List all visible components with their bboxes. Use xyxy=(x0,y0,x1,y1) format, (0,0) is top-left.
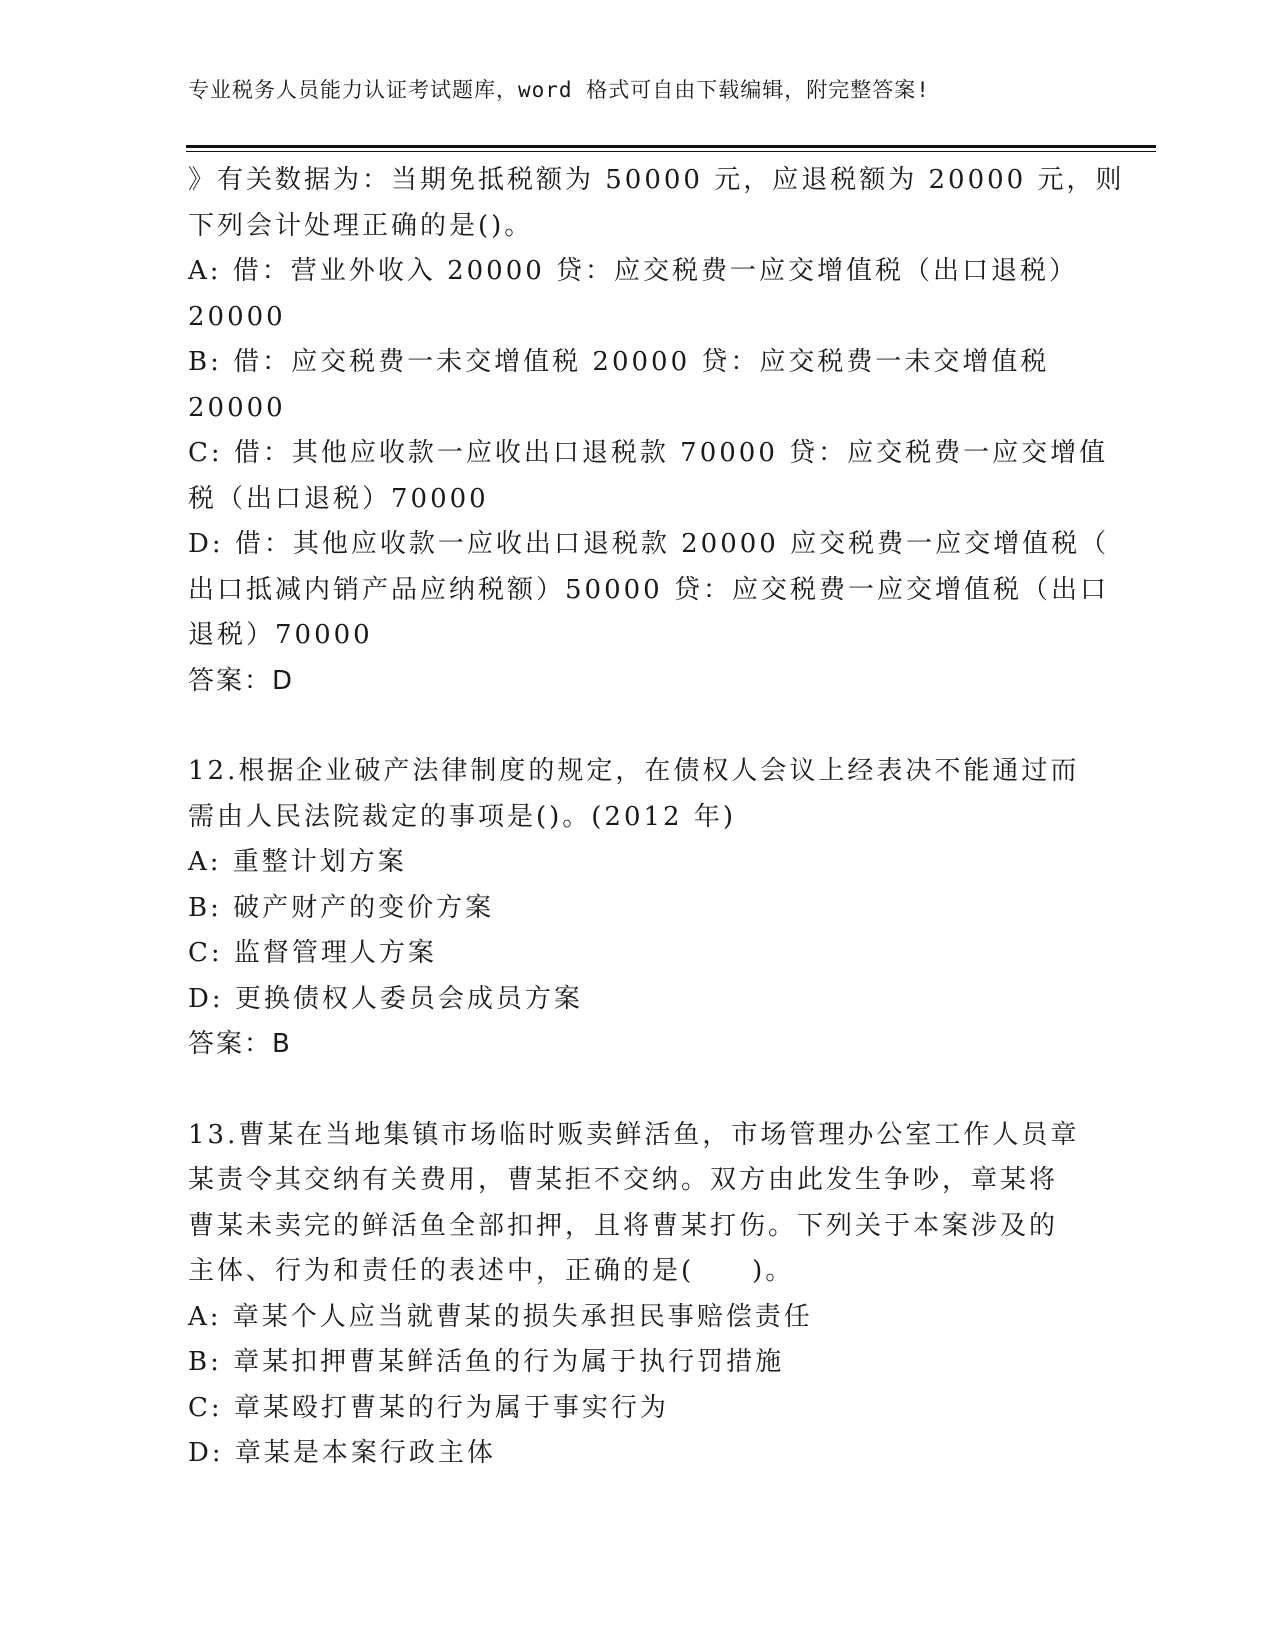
answer-label: 答案：B xyxy=(188,1029,292,1059)
question-stem-line: 某责令其交纳有关费用，曹某拒不交纳。双方由此发生争吵，章某将 xyxy=(188,1165,1059,1195)
question-stem-line: 下列会计处理正确的是()。 xyxy=(188,210,534,241)
option-c: C: 监督管理人方案 xyxy=(188,938,437,968)
question-stem-line: 需由人民法院裁定的事项是()。(2012 年) xyxy=(188,801,737,832)
option-d-line: 出口抵减内销产品应纳税额）50000 贷：应交税费一应交增值税（出口 xyxy=(188,574,1109,605)
spacer xyxy=(188,704,1088,749)
question-11-continued xyxy=(188,158,1125,704)
option-b-line: B: 借：应交税费一未交增值税 20000 贷：应交税费一未交增值税 xyxy=(188,347,1050,377)
option-b: B: 章某扣押曹某鲜活鱼的行为属于执行罚措施 xyxy=(188,1347,785,1377)
option-b-line: 20000 xyxy=(188,392,286,423)
answer-label: 答案：D xyxy=(188,665,295,696)
question-stem-line: 13.曹某在当地集镇市场临时贩卖鲜活鱼，市场管理办公室工作人员章 xyxy=(188,1119,1080,1150)
question-stem-line: 曹某未卖完的鲜活鱼全部扣押，且将曹某打伤。下列关于本案涉及的 xyxy=(188,1210,1059,1241)
header-rule-thin xyxy=(186,151,1156,152)
page-header: 专业税务人员能力认证考试题库，word 格式可自由下载编辑，附完整答案! xyxy=(188,78,930,102)
option-b: B: 破产财产的变价方案 xyxy=(188,892,495,923)
option-a: A: 重整计划方案 xyxy=(188,847,407,877)
option-c: C: 章某殴打曹某的行为属于事实行为 xyxy=(188,1392,669,1423)
question-12 xyxy=(188,749,1088,1068)
document-body xyxy=(188,158,1125,1477)
option-c-line: C: 借：其他应收款一应收出口退税款 70000 贷：应交税费一应交增值 xyxy=(188,438,1109,468)
header-rule-thick xyxy=(186,145,1156,148)
question-stem-line: 主体、行为和责任的表述中，正确的是( )。 xyxy=(188,1256,795,1286)
option-a-line: 20000 xyxy=(188,301,286,332)
option-c-line: 税（出口退税）70000 xyxy=(188,483,489,514)
question-stem-line: 》有关数据为：当期免抵税额为 50000 元，应退税额为 20000 元，则 xyxy=(188,165,1125,195)
option-a-line: A: 借：营业外收入 20000 贷：应交税费一应交增值税（出口退税） xyxy=(188,256,1079,286)
option-d: D: 章某是本案行政主体 xyxy=(188,1438,496,1468)
option-d-line: D: 借：其他应收款一应收出口退税款 20000 应交税费一应交增值税（ xyxy=(188,529,1110,559)
option-a: A: 章某个人应当就曹某的损失承担民事赔偿责任 xyxy=(188,1301,813,1332)
spacer xyxy=(188,1068,1088,1113)
option-d-line: 退税）70000 xyxy=(188,620,373,650)
question-13 xyxy=(188,1113,1088,1477)
option-d: D: 更换债权人委员会成员方案 xyxy=(188,983,583,1014)
question-stem-line: 12.根据企业破产法律制度的规定，在债权人会议上经表决不能通过而 xyxy=(188,756,1080,786)
